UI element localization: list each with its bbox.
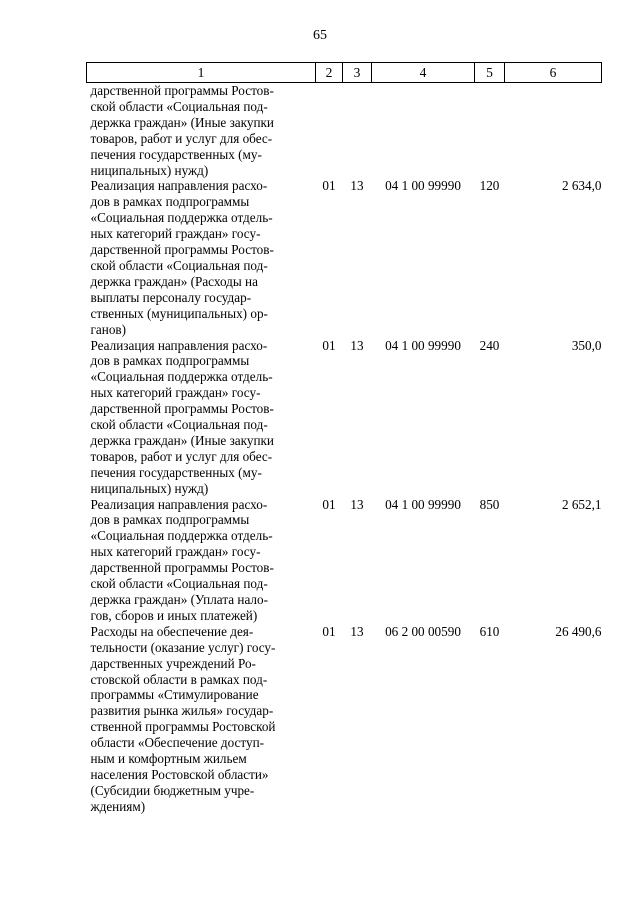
header-col-1: 1 [87,63,316,83]
header-col-6: 6 [505,63,602,83]
description-line: ской области «Социальная под- [90,576,268,592]
row-expense-type: 610 [479,623,500,639]
description-line: дов в рамках подпрограммы [90,194,250,210]
description-line: ниципальных) нужд) [90,162,209,178]
row-subsection: 13 [350,623,364,639]
table-row [87,178,602,337]
description-line: товаров, работ и услуг для обес- [90,130,273,146]
description-line: выплаты персоналу государ- [90,289,252,305]
description-line: ской области «Социальная под- [90,98,268,114]
description-line: развития рынка жилья» государ- [90,703,274,719]
row-description [87,83,316,179]
description-line: Реализация направления расхо- [90,178,268,194]
description-line: держка граждан» (Расходы на [90,273,258,289]
row-amount: 26 490,6 [555,623,602,639]
description-line: ственных (муниципальных) ор- [90,305,268,321]
header-row [87,63,602,83]
table-row [87,497,602,624]
row-section: 01 [322,178,336,194]
table-body [87,83,602,815]
description-line: дарственной программы Ростов- [90,242,274,258]
header-col-4: 4 [372,63,475,83]
header-col-2: 2 [316,63,343,83]
row-amount: 350,0 [571,337,602,353]
description-line: товаров, работ и услуг для обес- [90,448,273,464]
description-line: Реализация направления расхо- [90,337,268,353]
row-section: 01 [322,496,336,512]
description-line: ственной программы Ростовской [90,719,276,735]
description-line: дов в рамках подпрограммы [90,353,250,369]
description-line: населения Ростовской области» [90,766,269,782]
description-line: стовской области в рамках под- [90,671,268,687]
description-line: гов, сборов и иных платежей) [90,607,258,623]
row-subsection: 13 [350,337,364,353]
row-section: 01 [322,337,336,353]
row-description [87,178,316,337]
table-row-continuation [87,83,602,179]
row-section: 01 [322,623,336,639]
row-expense-type: 240 [479,337,500,353]
row-expense-type: 850 [479,496,500,512]
description-line: ганов) [90,321,127,337]
row-target-code: 04 1 00 99990 [385,337,461,353]
description-line: дарственных учреждений Ро- [90,655,256,671]
description-line: печения государственных (му- [90,464,262,480]
description-line: программы «Стимулирование [90,687,259,703]
description-line: (Субсидии бюджетным учре- [90,782,255,798]
description-line: «Социальная поддержка отдель- [90,210,273,226]
description-line: ниципальных) нужд) [90,480,209,496]
description-line: ных категорий граждан» госу- [90,226,261,242]
description-line: Реализация направления расхо- [90,496,268,512]
table-header [87,63,602,83]
description-line: дарственной программы Ростов- [90,83,274,98]
header-col-5: 5 [475,63,505,83]
row-description [87,497,316,624]
description-line: ным и комфортным жильем [90,751,247,767]
page-number: 65 [313,28,327,43]
description-line: печения государственных (му- [90,146,262,162]
row-expense-type: 120 [479,178,500,194]
description-line: «Социальная поддержка отдель- [90,369,273,385]
description-line: ской области «Социальная под- [90,257,268,273]
row-description [87,338,316,497]
description-line: дарственной программы Ростов- [90,401,274,417]
row-subsection: 13 [350,496,364,512]
description-line: «Социальная поддержка отдель- [90,528,273,544]
description-line: дов в рамках подпрограммы [90,512,250,528]
description-line: держка граждан» (Иные закупки [90,432,274,448]
row-amount: 2 652,1 [561,496,602,512]
description-line: области «Обеспечение доступ- [90,735,265,751]
description-line: дарственной программы Ростов- [90,560,274,576]
description-line: Расходы на обеспечение дея- [90,623,254,639]
row-target-code: 04 1 00 99990 [385,496,461,512]
header-col-3: 3 [343,63,372,83]
description-line: ных категорий граждан» госу- [90,385,261,401]
row-amount: 2 634,0 [561,178,602,194]
table-row [87,624,602,815]
table-row [87,338,602,497]
description-line: ждениям) [90,798,146,814]
description-line: тельности (оказание услуг) госу- [90,639,276,655]
description-line: держка граждан» (Уплата нало- [90,592,268,607]
row-target-code: 04 1 00 99990 [385,178,461,194]
row-subsection: 13 [350,178,364,194]
budget-table [86,62,602,815]
description-line: ской области «Социальная под- [90,417,268,433]
row-description [87,624,316,815]
description-line: держка граждан» (Иные закупки [90,114,274,130]
description-line: ных категорий граждан» госу- [90,544,261,560]
row-target-code: 06 2 00 00590 [385,623,461,639]
